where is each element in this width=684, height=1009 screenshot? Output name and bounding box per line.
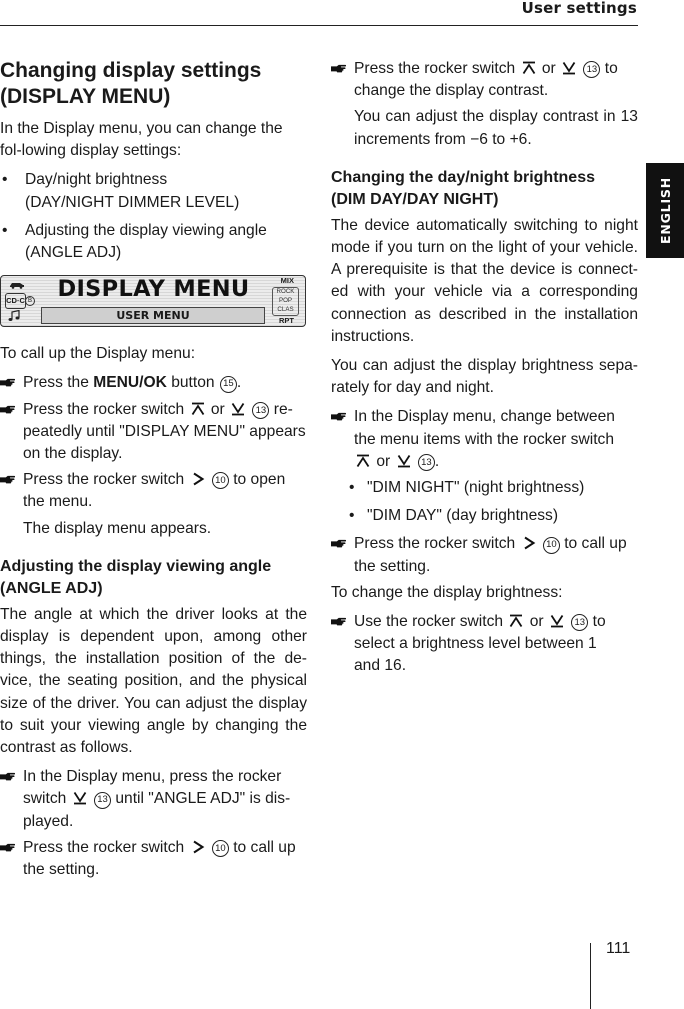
- eq-preset-label: ROCK: [276, 288, 295, 296]
- car-icon: [9, 280, 25, 289]
- language-label: ENGLISH: [657, 177, 673, 244]
- bullet-dot: •: [349, 507, 355, 525]
- left-column: [0, 58, 307, 885]
- repeat-indicator: RPT: [279, 316, 294, 326]
- list-item: • "DIM NIGHT" (night brightness): [349, 477, 638, 499]
- rocker-up-icon: [522, 61, 536, 75]
- reference-number: 13: [418, 454, 435, 471]
- brightness-body-text: The device automatically switching to night mode if you turn on the light of your vehicle. A prerequisite is that the device is connect-ed with your vehicle via a corresponding connection as described in the installation instructions.: [331, 216, 638, 345]
- instruction-step: Press the rocker switch or 13 to change the display contrast.: [331, 58, 638, 102]
- instruction-step: Press the rocker switch or 13 re- peatedly until "DISPLAY MENU" appears on the display.: [0, 399, 307, 466]
- instruction-step: Press the rocker switch 10 to open the menu.: [0, 469, 307, 513]
- rocker-down-icon: [397, 454, 411, 468]
- eq-preset-box: [272, 287, 299, 316]
- pointing-hand-icon: [0, 469, 23, 513]
- call-up-label: To call up the Display menu:: [0, 345, 196, 363]
- display-sub-text: USER MENU: [41, 307, 265, 324]
- rocker-up-icon: [509, 614, 523, 628]
- section-title-brightness: Changing the day/night brightness (DIM DAY/DAY NIGHT): [331, 168, 595, 208]
- bullet-dot: •: [2, 171, 8, 189]
- pointing-hand-icon: [0, 372, 23, 394]
- menu-ok-button-label: MENU/OK: [93, 374, 167, 392]
- right-column: [331, 58, 638, 682]
- eq-preset-label: CLAS: [277, 305, 294, 313]
- rocker-down-icon: [562, 61, 576, 75]
- reference-number: 15: [220, 376, 237, 393]
- reference-number: 13: [94, 792, 111, 809]
- result-text: The display menu appears.: [23, 519, 212, 537]
- pointing-hand-icon: [331, 611, 354, 678]
- rocker-down-icon: [550, 614, 564, 628]
- pointing-hand-icon: [0, 399, 23, 466]
- rocker-down-icon: [231, 402, 245, 416]
- rocker-up-icon: [191, 402, 205, 416]
- display-illustration: [0, 275, 306, 327]
- rocker-right-icon: [191, 472, 205, 486]
- section-title-display-menu: Changing display settings (DISPLAY MENU): [0, 59, 262, 108]
- page-number: 111: [606, 940, 631, 957]
- section-title-angle: Adjusting the display viewing angle (ANGLE ADJ): [0, 557, 272, 597]
- cd-changer-indicator: CD·C: [5, 293, 26, 309]
- instruction-step: In the Display menu, press the rocker switch 13 until "ANGLE ADJ" is dis- played.: [0, 766, 307, 833]
- reference-number: 13: [571, 614, 588, 631]
- bullet-dot: •: [349, 479, 355, 497]
- rocker-right-icon: [522, 536, 536, 550]
- angle-body-text: The angle at which the driver looks at the display is dependent upon, among other things, the installation position of the de-vice, the seating position, and the physical size of the driver. You can adjust the display to suit your viewing angle by changing the contrast as follows.: [0, 605, 307, 757]
- change-brightness-label: To change the display brightness:: [331, 583, 563, 601]
- instruction-step: Press the MENU/OK button 15 .: [0, 372, 307, 394]
- music-note-icon: [7, 310, 21, 322]
- language-tab: [646, 163, 684, 258]
- pointing-hand-icon: [331, 406, 354, 473]
- rocker-up-icon: [356, 454, 370, 468]
- list-item: • Adjusting the display viewing angle (ANGLE ADJ): [0, 220, 307, 264]
- eq-preset-label: POP: [278, 296, 293, 304]
- list-item: • "DIM DAY" (day brightness): [349, 505, 638, 527]
- contrast-note: You can adjust the display contrast in 13 increments from −6 to +6.: [354, 108, 638, 148]
- pointing-hand-icon: [331, 58, 354, 102]
- rocker-right-icon: [191, 840, 205, 854]
- reference-number: 10: [543, 537, 560, 554]
- intro-text: In the Display menu, you can change the fol-lowing display settings:: [0, 120, 283, 160]
- instruction-step: Use the rocker switch or 13 to select a brightness level between 1 and 16.: [331, 611, 638, 678]
- pointing-hand-icon: [0, 837, 23, 881]
- instruction-step: In the Display menu, change between the menu items with the rocker switch or 13 .: [331, 406, 638, 473]
- pointing-hand-icon: [331, 533, 354, 577]
- reference-number: 10: [212, 472, 229, 489]
- ab-indicator: B: [25, 296, 35, 306]
- pointing-hand-icon: [0, 766, 23, 833]
- header-rule: [0, 25, 638, 26]
- brightness-body-text: You can adjust the display brightness sepa-rately for day and night.: [331, 357, 638, 397]
- page-header-title: User settings: [521, 0, 637, 17]
- instruction-step: Press the rocker switch 10 to call up the setting.: [331, 533, 638, 577]
- bullet-dot: •: [2, 221, 8, 239]
- rocker-down-icon: [73, 791, 87, 805]
- display-main-text: DISPLAY MENU: [57, 276, 250, 303]
- instruction-step: Press the rocker switch 10 to call up the setting.: [0, 837, 307, 881]
- mix-indicator: MIX: [280, 276, 294, 286]
- list-item: • Day/night brightness (DAY/NIGHT DIMMER LEVEL): [0, 169, 307, 213]
- reference-number: 13: [583, 61, 600, 78]
- reference-number: 13: [252, 402, 269, 419]
- footer-rule: [590, 943, 591, 1009]
- reference-number: 10: [212, 840, 229, 857]
